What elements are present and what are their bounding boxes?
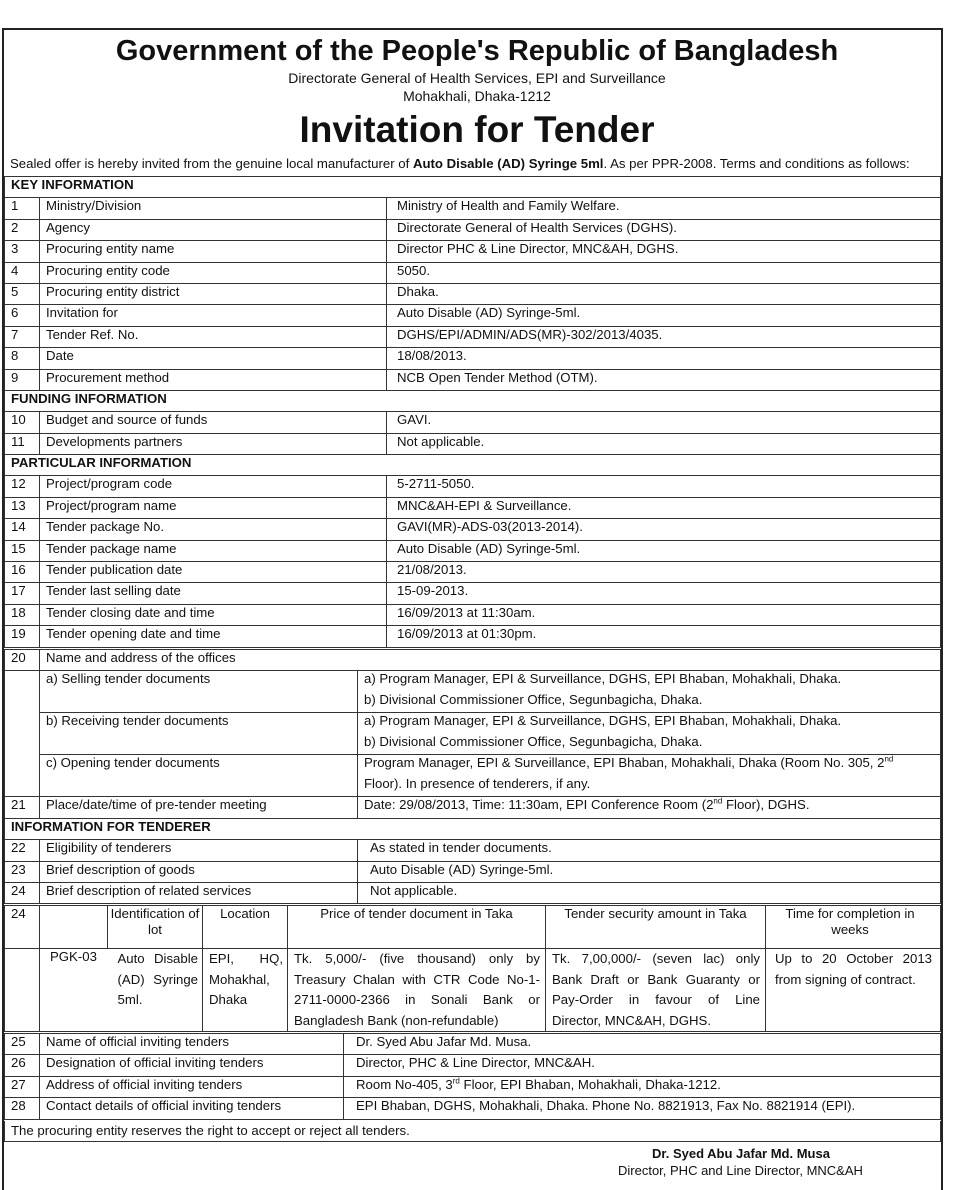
row-value: 5050. — [387, 262, 941, 283]
row-number: 11 — [5, 433, 40, 454]
row-number: 27 — [5, 1076, 40, 1097]
row-number: 4 — [5, 262, 40, 283]
row-label: Developments partners — [40, 433, 387, 454]
row-number: 23 — [5, 861, 40, 882]
lot-header-row — [5, 906, 941, 949]
row-label: Procurement method — [40, 369, 387, 390]
table-row — [5, 412, 941, 433]
row-label: Procuring entity name — [40, 241, 387, 262]
row-value: 16/09/2013 at 11:30am. — [387, 604, 941, 625]
row-label: Brief description of goods — [40, 861, 358, 882]
row-value: DGHS/EPI/ADMIN/ADS(MR)-302/2013/4035. — [387, 326, 941, 347]
page-title: Invitation for Tender — [299, 109, 655, 150]
official-table — [4, 1033, 941, 1120]
reserve-row: The procuring entity reserves the right to accept or reject all tenders. — [4, 1121, 941, 1142]
section-particular-information: PARTICULAR INFORMATION — [5, 455, 941, 476]
row-number: 2 — [5, 219, 40, 240]
table-row — [5, 497, 941, 518]
signatory-designation: Director, PHC and Line Director, MNC&AH — [618, 1163, 863, 1178]
row-number: 28 — [5, 1098, 40, 1119]
row-label: Brief description of related services — [40, 882, 358, 903]
row-label: Tender package name — [40, 540, 387, 561]
row-value: Date: 29/08/2013, Time: 11:30am, EPI Conference Room (2nd Floor), DGHS. — [358, 797, 941, 818]
table-row — [5, 583, 941, 604]
row-value: a) Program Manager, EPI & Surveillance, DGHS, EPI Bhaban, Mohakhali, Dhaka. b) Divisional Commissioner Office, Segunbagicha, Dhaka. — [358, 671, 941, 713]
table-row — [5, 797, 941, 818]
row-label: Tender package No. — [40, 519, 387, 540]
table-row — [5, 1076, 941, 1097]
row-value: EPI Bhaban, DGHS, Mohakhali, Dhaka. Phone No. 8821913, Fax No. 8821914 (EPI). — [344, 1098, 941, 1119]
table-row — [5, 840, 941, 861]
row-label: Place/date/time of pre-tender meeting — [40, 797, 358, 818]
table-row — [5, 713, 941, 755]
row-label: c) Opening tender documents — [40, 755, 358, 797]
row-label: b) Receiving tender documents — [40, 713, 358, 755]
row-label: Agency — [40, 219, 387, 240]
row-label: Date — [40, 348, 387, 369]
table-row — [5, 540, 941, 561]
lot-id: Auto Disable (AD) Syringe 5ml. — [108, 949, 203, 1032]
row-value: Not applicable. — [387, 433, 941, 454]
security-header: Tender security amount in Taka — [546, 906, 766, 949]
row-number: 21 — [5, 797, 40, 818]
table-row — [5, 241, 941, 262]
row-label: Project/program name — [40, 497, 387, 518]
row-value: Ministry of Health and Family Welfare. — [387, 198, 941, 219]
row-value: Not applicable. — [358, 882, 941, 903]
table-row — [5, 626, 941, 647]
row-value: Room No-405, 3rd Floor, EPI Bhaban, Mohakhali, Dhaka-1212. — [344, 1076, 941, 1097]
row-number: 13 — [5, 497, 40, 518]
row-number: 8 — [5, 348, 40, 369]
row-value: Auto Disable (AD) Syringe-5ml. — [387, 305, 941, 326]
table-row — [5, 650, 941, 671]
tender-info-table — [4, 176, 941, 648]
row-value: 21/08/2013. — [387, 562, 941, 583]
table-row — [5, 562, 941, 583]
government-heading: Government of the People's Republic of Bangladesh — [115, 35, 839, 67]
row-value: Director, PHC & Line Director, MNC&AH. — [344, 1055, 941, 1076]
row-number: 12 — [5, 476, 40, 497]
row-number: 22 — [5, 840, 40, 861]
row-value: Auto Disable (AD) Syringe-5ml. — [358, 861, 941, 882]
row-label: Name and address of the offices — [40, 650, 941, 671]
row-number: 9 — [5, 369, 40, 390]
row-label: Contact details of official inviting tenders — [40, 1098, 344, 1119]
row-number: 3 — [5, 241, 40, 262]
lot-table — [4, 905, 941, 1032]
row-value: Auto Disable (AD) Syringe-5ml. — [387, 540, 941, 561]
row-number: 7 — [5, 326, 40, 347]
row-value: GAVI. — [387, 412, 941, 433]
row-label: Procuring entity district — [40, 283, 387, 304]
row-value: MNC&AH-EPI & Surveillance. — [387, 497, 941, 518]
table-row — [5, 198, 941, 219]
row-value: Directorate General of Health Services (DGHS). — [387, 219, 941, 240]
section-information-for-tenderer: INFORMATION FOR TENDERER — [5, 818, 941, 839]
row-label: Tender publication date — [40, 562, 387, 583]
row-label: Address of official inviting tenders — [40, 1076, 344, 1097]
row-label: Tender last selling date — [40, 583, 387, 604]
row-value: Dr. Syed Abu Jafar Md. Musa. — [344, 1034, 941, 1055]
row-value: 15-09-2013. — [387, 583, 941, 604]
row-number: 18 — [5, 604, 40, 625]
table-row — [5, 604, 941, 625]
row-number: 15 — [5, 540, 40, 561]
table-row — [5, 671, 941, 713]
location-header: Location — [203, 906, 288, 949]
table-row — [5, 433, 941, 454]
row-value: Program Manager, EPI & Surveillance, EPI Bhaban, Mohakhali, Dhaka (Room No. 305, 2nd Floor). In presence of tenderers, if any. — [358, 755, 941, 797]
row-value: NCB Open Tender Method (OTM). — [387, 369, 941, 390]
table-row — [5, 326, 941, 347]
row-number: 14 — [5, 519, 40, 540]
row-value: As stated in tender documents. — [358, 840, 941, 861]
row-value: 5-2711-5050. — [387, 476, 941, 497]
price-header: Price of tender document in Taka — [288, 906, 546, 949]
row-number: 19 — [5, 626, 40, 647]
table-row — [5, 755, 941, 797]
row-label: Tender closing date and time — [40, 604, 387, 625]
address-line: Mohakhali, Dhaka-1212 — [403, 88, 551, 104]
row-label: Tender Ref. No. — [40, 326, 387, 347]
table-row — [5, 305, 941, 326]
table-row — [5, 348, 941, 369]
row-label: a) Selling tender documents — [40, 671, 358, 713]
time-header: Time for completion in weeks — [766, 906, 941, 949]
signatory-name: Dr. Syed Abu Jafar Md. Musa — [652, 1146, 830, 1161]
row-value: Director PHC & Line Director, MNC&AH, DGHS. — [387, 241, 941, 262]
row-value: 18/08/2013. — [387, 348, 941, 369]
lot-security: Tk. 7,00,000/- (seven lac) only Bank Draft or Bank Guaranty or Pay-Order in favour of Line Director, MNC&AH, DGHS. — [546, 949, 766, 1032]
table-row — [5, 476, 941, 497]
table-row — [5, 1055, 941, 1076]
lot-time: Up to 20 October 2013 from signing of contract. — [766, 949, 941, 1032]
table-row — [5, 861, 941, 882]
table-row — [5, 882, 941, 903]
table-row — [5, 262, 941, 283]
intro-text: Sealed offer is hereby invited from the genuine local manufacturer of Auto Disable (AD) Syringe 5ml. As per PPR-2008. Terms and conditions as follows: — [10, 156, 910, 171]
row-label: Designation of official inviting tenders — [40, 1055, 344, 1076]
row-value: Dhaka. — [387, 283, 941, 304]
row-label: Name of official inviting tenders — [40, 1034, 344, 1055]
table-row — [5, 1034, 941, 1055]
row-number: 24 — [5, 882, 40, 903]
lot-code: PGK-03 — [40, 949, 108, 1032]
row-number: 25 — [5, 1034, 40, 1055]
table-row — [5, 519, 941, 540]
row-value: a) Program Manager, EPI & Surveillance, DGHS, EPI Bhaban, Mohakhali, Dhaka. b) Divisional Commissioner Office, Segunbagicha, Dhaka. — [358, 713, 941, 755]
directorate-line: Directorate General of Health Services, EPI and Surveillance — [288, 70, 666, 86]
row-number: 17 — [5, 583, 40, 604]
row-label: Eligibility of tenderers — [40, 840, 358, 861]
row-number: 10 — [5, 412, 40, 433]
row-number: 26 — [5, 1055, 40, 1076]
row-label: Budget and source of funds — [40, 412, 387, 433]
row-number: 16 — [5, 562, 40, 583]
row-number: 24 — [5, 906, 40, 949]
row-label: Project/program code — [40, 476, 387, 497]
table-row — [5, 283, 941, 304]
row-label: Invitation for — [40, 305, 387, 326]
row-number: 1 — [5, 198, 40, 219]
section-key-information: KEY INFORMATION — [5, 177, 941, 198]
lot-id-header: Identification of lot — [108, 906, 203, 949]
lot-location: EPI, HQ, Mohakhal, Dhaka — [203, 949, 288, 1032]
row-label: Procuring entity code — [40, 262, 387, 283]
lot-row — [5, 949, 941, 1032]
row-number: 5 — [5, 283, 40, 304]
table-row — [5, 219, 941, 240]
offices-table — [4, 649, 941, 904]
row-value: GAVI(MR)-ADS-03(2013-2014). — [387, 519, 941, 540]
section-funding-information: FUNDING INFORMATION — [5, 390, 941, 411]
row-number: 6 — [5, 305, 40, 326]
row-value: 16/09/2013 at 01:30pm. — [387, 626, 941, 647]
row-label: Tender opening date and time — [40, 626, 387, 647]
row-number: 20 — [5, 650, 40, 671]
row-label: Ministry/Division — [40, 198, 387, 219]
table-row — [5, 369, 941, 390]
table-row — [5, 1098, 941, 1119]
lot-price: Tk. 5,000/- (five thousand) only by Treasury Chalan with CTR Code No-1-2711-0000-2366 in Sonali Bank or Bangladesh Bank (non-refundable) — [288, 949, 546, 1032]
